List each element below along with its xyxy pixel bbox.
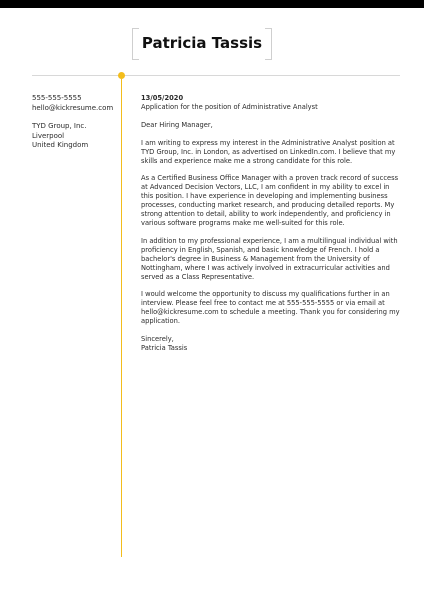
top-bar <box>0 0 424 8</box>
email-address: hello@kickresume.com <box>32 103 114 112</box>
right-bracket <box>265 28 272 60</box>
recipient-city: Liverpool <box>32 131 65 140</box>
salutation: Dear Hiring Manager, <box>141 120 213 129</box>
phone-number: 555-555-5555 <box>32 94 82 102</box>
letter-subject: Application for the position of Administrative Analyst <box>141 102 318 111</box>
paragraph-4: I would welcome the opportunity to discuss my qualifications further in an interview. Please feel free to contact me at 555-555-5555 or via email at hello@kickresume.com to schedule a meeting. Thank you for considering my application. <box>141 290 400 326</box>
name-header <box>132 28 272 60</box>
vertical-accent-line <box>121 79 122 557</box>
recipient-country: United Kingdom <box>32 141 89 149</box>
letter-date: 13/05/2020 <box>141 94 184 102</box>
recipient-company: TYD Group, Inc. <box>32 122 87 130</box>
accent-dot <box>118 72 125 79</box>
paragraph-2: As a Certified Business Office Manager with a proven track record of success at Advanced Decision Vectors, LLC, I am confident in my ability to excel in this position. I have experience in developing and implementing business processes, conducting market research, and producing detailed reports. My strong attention to detail, ability to work independently, and proficiency in various software programs make me well-suited for this role. <box>141 174 399 227</box>
contact-column <box>32 94 116 151</box>
horizontal-divider <box>32 75 400 76</box>
paragraph-3: In addition to my professional experience, I am a multilingual individual with proficiency in English, Spanish, and basic knowledge of French. I hold a bachelor's degree in Business & Management from the University of Nottingham, where I was actively involved in extracurricular activities and served as a Class Representative. <box>141 236 398 281</box>
paragraph-1: I am writing to express my interest in the Administrative Analyst position at TYD Group, Inc. in London, as advertised on LinkedIn.com. I believe that my skills and experience make me a strong candidate for this role. <box>141 138 396 165</box>
letter-body <box>141 94 401 353</box>
signature: Patricia Tassis <box>141 343 188 352</box>
applicant-name: Patricia Tassis <box>141 34 263 52</box>
closing: Sincerely, <box>141 335 174 344</box>
